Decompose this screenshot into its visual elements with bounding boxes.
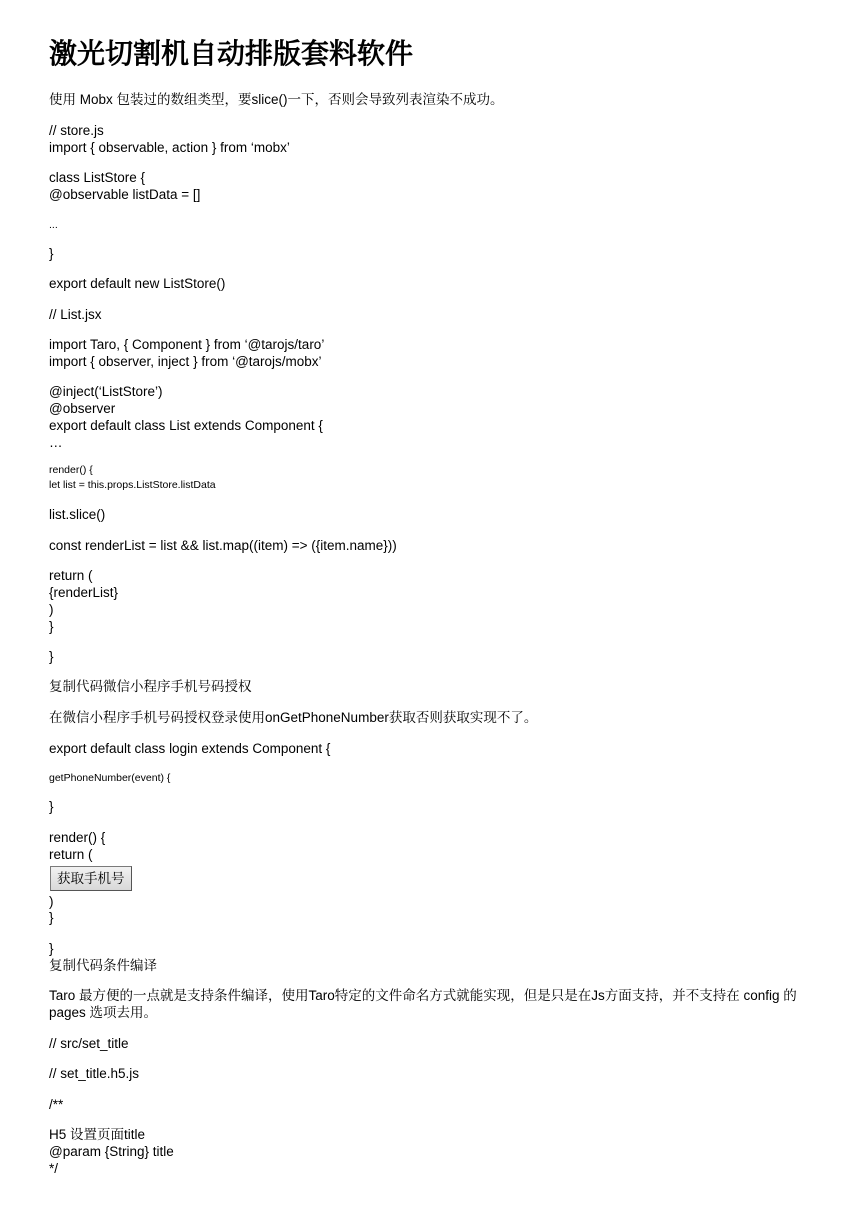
code-line: */ [49,1161,59,1176]
code-line: {renderList} [49,585,119,600]
code-line: } [49,799,54,814]
code-line: } [49,941,54,956]
paragraph-phone-auth: 在微信小程序手机号码授权登录使用onGetPhoneNumber获取否则获取实现不了。 [49,710,538,725]
code-line: render() { [49,830,106,845]
code-line: class ListStore { [49,170,146,185]
code-line: return ( [49,568,93,583]
code-line: @observable listData = [] [49,187,201,202]
code-line: render() { [49,464,93,476]
code-line: H5 设置页面title [49,1127,146,1142]
code-line: let list = this.props.ListStore.listData [49,479,216,491]
code-line: export default class login extends Component { [49,741,331,756]
code-line: // store.js [49,123,104,138]
code-line: export default class List extends Component { [49,418,323,433]
code-line: … [49,435,63,450]
code-line: @inject(‘ListStore’) [49,384,163,399]
paragraph-conditional-compile: Taro 最方便的一点就是支持条件编译，使用Taro特定的文件命名方式就能实现，但是只是在Js方面支持，并不支持在 config 的 pages 选项去用。 [49,988,797,1020]
code-line: import { observer, inject } from ‘@tarojs/mobx’ [49,354,322,369]
code-line: } [49,619,54,634]
code-line: @observer [49,401,116,416]
code-line: // set_title.h5.js [49,1066,140,1081]
code-line: const renderList = list && list.map((item) => ({item.name})) [49,538,397,553]
code-line: return ( [49,847,93,862]
code-line: ) [49,894,54,909]
code-line: import Taro, { Component } from ‘@tarojs/taro’ [49,337,325,352]
get-phone-number-button[interactable]: 获取手机号 [50,866,132,891]
code-line: // src/set_title [49,1036,129,1051]
document-title: 激光切割机自动排版套料软件 [49,38,414,69]
code-line: ) [49,602,54,617]
section-heading-phone-auth: 复制代码微信小程序手机号码授权 [49,679,252,694]
code-line: @param {String} title [49,1144,174,1159]
section-heading-conditional-compile: 复制代码条件编译 [49,958,157,973]
code-line: } [49,246,54,261]
code-line: ... [49,219,58,231]
code-line: getPhoneNumber(event) { [49,772,171,784]
code-line: import { observable, action } from ‘mobx’ [49,140,290,155]
code-line: export default new ListStore() [49,276,226,291]
paragraph-mobx-intro: 使用 Mobx 包装过的数组类型，要slice()一下，否则会导致列表渲染不成功。 [49,92,504,107]
code-line: } [49,910,54,925]
code-line: } [49,649,54,664]
code-line: // List.jsx [49,307,102,322]
code-line: list.slice() [49,507,106,522]
code-line: /** [49,1097,64,1112]
